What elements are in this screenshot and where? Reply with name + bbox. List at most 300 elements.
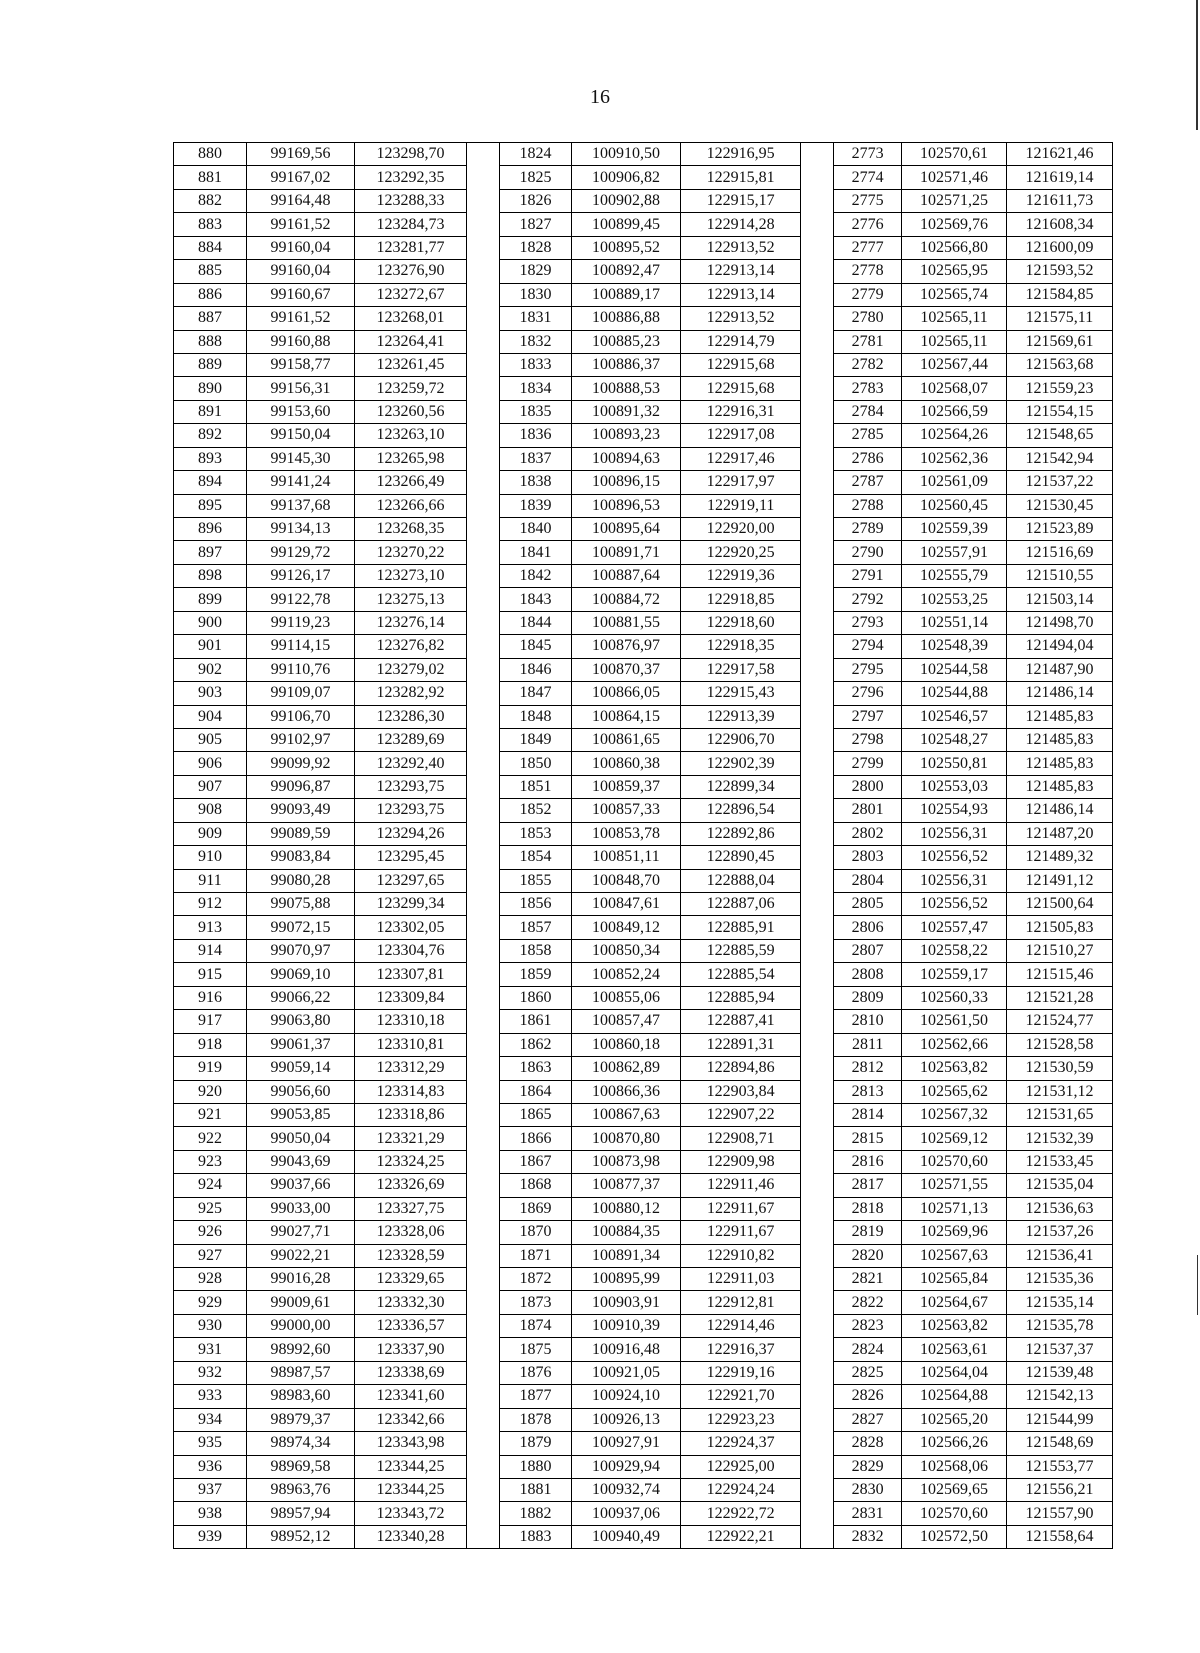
y-coordinate-cell: 121521,28 — [1007, 986, 1113, 1009]
y-coordinate-cell: 122915,68 — [681, 353, 801, 376]
y-coordinate-cell: 121536,63 — [1007, 1197, 1113, 1220]
point-number-cell: 891 — [174, 400, 247, 423]
y-coordinate-cell: 122919,36 — [681, 564, 801, 587]
y-coordinate-cell: 121548,65 — [1007, 424, 1113, 447]
column-separator — [467, 1268, 500, 1291]
column-separator — [467, 1033, 500, 1056]
table-row — [174, 1010, 1113, 1033]
y-coordinate-cell: 121530,45 — [1007, 494, 1113, 517]
point-number-cell: 2783 — [834, 377, 902, 400]
x-coordinate-cell: 98969,58 — [247, 1455, 355, 1478]
x-coordinate-cell: 100847,61 — [571, 893, 680, 916]
y-coordinate-cell: 122917,08 — [681, 424, 801, 447]
x-coordinate-cell: 102564,04 — [902, 1361, 1007, 1384]
y-coordinate-cell: 122890,45 — [681, 846, 801, 869]
point-number-cell: 2784 — [834, 400, 902, 423]
column-separator — [801, 1432, 834, 1455]
x-coordinate-cell: 102568,06 — [902, 1455, 1007, 1478]
x-coordinate-cell: 102569,12 — [902, 1127, 1007, 1150]
x-coordinate-cell: 98992,60 — [247, 1338, 355, 1361]
x-coordinate-cell: 99156,31 — [247, 377, 355, 400]
coordinates-table — [173, 142, 1113, 1549]
table-row — [174, 1432, 1113, 1455]
table-row — [174, 799, 1113, 822]
point-number-cell: 892 — [174, 424, 247, 447]
y-coordinate-cell: 123266,66 — [355, 494, 467, 517]
column-separator — [801, 447, 834, 470]
y-coordinate-cell: 122899,34 — [681, 775, 801, 798]
point-number-cell: 2785 — [834, 424, 902, 447]
y-coordinate-cell: 121523,89 — [1007, 518, 1113, 541]
point-number-cell: 917 — [174, 1010, 247, 1033]
column-separator — [801, 1502, 834, 1525]
y-coordinate-cell: 123284,73 — [355, 213, 467, 236]
point-number-cell: 2788 — [834, 494, 902, 517]
x-coordinate-cell: 100876,97 — [571, 635, 680, 658]
y-coordinate-cell: 122913,14 — [681, 283, 801, 306]
y-coordinate-cell: 122916,31 — [681, 400, 801, 423]
point-number-cell: 2795 — [834, 658, 902, 681]
table-row — [174, 1502, 1113, 1525]
column-separator — [801, 189, 834, 212]
y-coordinate-cell: 121505,83 — [1007, 916, 1113, 939]
y-coordinate-cell: 122891,31 — [681, 1033, 801, 1056]
point-number-cell: 2832 — [834, 1525, 902, 1548]
column-separator — [467, 939, 500, 962]
table-row — [174, 963, 1113, 986]
y-coordinate-cell: 121584,85 — [1007, 283, 1113, 306]
y-coordinate-cell: 123312,29 — [355, 1057, 467, 1080]
x-coordinate-cell: 99070,97 — [247, 939, 355, 962]
y-coordinate-cell: 121486,14 — [1007, 799, 1113, 822]
x-coordinate-cell: 100937,06 — [571, 1502, 680, 1525]
point-number-cell: 2779 — [834, 283, 902, 306]
column-separator — [801, 1408, 834, 1431]
table-row — [174, 869, 1113, 892]
column-separator — [801, 893, 834, 916]
x-coordinate-cell: 99089,59 — [247, 822, 355, 845]
x-coordinate-cell: 102560,33 — [902, 986, 1007, 1009]
point-number-cell: 903 — [174, 682, 247, 705]
point-number-cell: 924 — [174, 1174, 247, 1197]
column-separator — [801, 400, 834, 423]
column-separator — [467, 1502, 500, 1525]
point-number-cell: 2831 — [834, 1502, 902, 1525]
column-separator — [467, 564, 500, 587]
y-coordinate-cell: 122917,97 — [681, 471, 801, 494]
y-coordinate-cell: 122888,04 — [681, 869, 801, 892]
x-coordinate-cell: 102550,81 — [902, 752, 1007, 775]
x-coordinate-cell: 102562,36 — [902, 447, 1007, 470]
point-number-cell: 2796 — [834, 682, 902, 705]
y-coordinate-cell: 123265,98 — [355, 447, 467, 470]
column-separator — [801, 1150, 834, 1173]
y-coordinate-cell: 121485,83 — [1007, 705, 1113, 728]
table-row — [174, 1455, 1113, 1478]
point-number-cell: 932 — [174, 1361, 247, 1384]
point-number-cell: 1829 — [500, 260, 572, 283]
point-number-cell: 2830 — [834, 1478, 902, 1501]
y-coordinate-cell: 121575,11 — [1007, 307, 1113, 330]
x-coordinate-cell: 98963,76 — [247, 1478, 355, 1501]
point-number-cell: 887 — [174, 307, 247, 330]
x-coordinate-cell: 102571,46 — [902, 166, 1007, 189]
x-coordinate-cell: 99137,68 — [247, 494, 355, 517]
y-coordinate-cell: 123340,28 — [355, 1525, 467, 1548]
point-number-cell: 911 — [174, 869, 247, 892]
point-number-cell: 2828 — [834, 1432, 902, 1455]
table-row — [174, 1127, 1113, 1150]
x-coordinate-cell: 102572,50 — [902, 1525, 1007, 1548]
point-number-cell: 916 — [174, 986, 247, 1009]
point-number-cell: 1849 — [500, 728, 572, 751]
y-coordinate-cell: 123297,65 — [355, 869, 467, 892]
column-separator — [801, 635, 834, 658]
column-separator — [801, 541, 834, 564]
x-coordinate-cell: 102566,59 — [902, 400, 1007, 423]
point-number-cell: 931 — [174, 1338, 247, 1361]
y-coordinate-cell: 121535,14 — [1007, 1291, 1113, 1314]
column-separator — [467, 1057, 500, 1080]
y-coordinate-cell: 122912,81 — [681, 1291, 801, 1314]
point-number-cell: 889 — [174, 353, 247, 376]
x-coordinate-cell: 102567,32 — [902, 1103, 1007, 1126]
y-coordinate-cell: 122913,14 — [681, 260, 801, 283]
x-coordinate-cell: 100873,98 — [571, 1150, 680, 1173]
column-separator — [467, 705, 500, 728]
table-row — [174, 400, 1113, 423]
point-number-cell: 2777 — [834, 236, 902, 259]
x-coordinate-cell: 102544,58 — [902, 658, 1007, 681]
column-separator — [801, 1221, 834, 1244]
x-coordinate-cell: 99164,48 — [247, 189, 355, 212]
y-coordinate-cell: 121563,68 — [1007, 353, 1113, 376]
x-coordinate-cell: 102553,03 — [902, 775, 1007, 798]
x-coordinate-cell: 100860,18 — [571, 1033, 680, 1056]
y-coordinate-cell: 121542,94 — [1007, 447, 1113, 470]
table-row — [174, 682, 1113, 705]
table-row — [174, 143, 1113, 166]
x-coordinate-cell: 100884,35 — [571, 1221, 680, 1244]
column-separator — [467, 1361, 500, 1384]
table-row — [174, 986, 1113, 1009]
y-coordinate-cell: 121542,13 — [1007, 1385, 1113, 1408]
column-separator — [801, 822, 834, 845]
y-coordinate-cell: 123292,40 — [355, 752, 467, 775]
table-row — [174, 588, 1113, 611]
y-coordinate-cell: 123342,66 — [355, 1408, 467, 1431]
x-coordinate-cell: 100902,88 — [571, 189, 680, 212]
x-coordinate-cell: 100855,06 — [571, 986, 680, 1009]
column-separator — [801, 986, 834, 1009]
point-number-cell: 1847 — [500, 682, 572, 705]
point-number-cell: 1844 — [500, 611, 572, 634]
x-coordinate-cell: 99153,60 — [247, 400, 355, 423]
x-coordinate-cell: 99016,28 — [247, 1268, 355, 1291]
column-separator — [801, 1361, 834, 1384]
y-coordinate-cell: 123321,29 — [355, 1127, 467, 1150]
point-number-cell: 2814 — [834, 1103, 902, 1126]
x-coordinate-cell: 102571,13 — [902, 1197, 1007, 1220]
column-separator — [467, 1291, 500, 1314]
x-coordinate-cell: 102563,61 — [902, 1338, 1007, 1361]
point-number-cell: 2794 — [834, 635, 902, 658]
x-coordinate-cell: 102544,88 — [902, 682, 1007, 705]
x-coordinate-cell: 102571,25 — [902, 189, 1007, 212]
y-coordinate-cell: 123276,14 — [355, 611, 467, 634]
column-separator — [801, 1455, 834, 1478]
x-coordinate-cell: 99075,88 — [247, 893, 355, 916]
x-coordinate-cell: 102566,26 — [902, 1432, 1007, 1455]
x-coordinate-cell: 100857,47 — [571, 1010, 680, 1033]
x-coordinate-cell: 99109,07 — [247, 682, 355, 705]
x-coordinate-cell: 102546,57 — [902, 705, 1007, 728]
y-coordinate-cell: 122906,70 — [681, 728, 801, 751]
x-coordinate-cell: 99061,37 — [247, 1033, 355, 1056]
x-coordinate-cell: 99110,76 — [247, 658, 355, 681]
x-coordinate-cell: 102556,31 — [902, 869, 1007, 892]
y-coordinate-cell: 122916,37 — [681, 1338, 801, 1361]
column-separator — [801, 1338, 834, 1361]
column-separator — [801, 330, 834, 353]
column-separator — [801, 236, 834, 259]
point-number-cell: 908 — [174, 799, 247, 822]
point-number-cell: 2821 — [834, 1268, 902, 1291]
column-separator — [467, 1150, 500, 1173]
x-coordinate-cell: 102570,60 — [902, 1502, 1007, 1525]
column-separator — [467, 1455, 500, 1478]
point-number-cell: 1875 — [500, 1338, 572, 1361]
point-number-cell: 935 — [174, 1432, 247, 1455]
x-coordinate-cell: 102564,67 — [902, 1291, 1007, 1314]
point-number-cell: 2815 — [834, 1127, 902, 1150]
point-number-cell: 1865 — [500, 1103, 572, 1126]
x-coordinate-cell: 102567,63 — [902, 1244, 1007, 1267]
column-separator — [467, 869, 500, 892]
y-coordinate-cell: 122885,91 — [681, 916, 801, 939]
x-coordinate-cell: 102566,80 — [902, 236, 1007, 259]
y-coordinate-cell: 122925,00 — [681, 1455, 801, 1478]
y-coordinate-cell: 122918,35 — [681, 635, 801, 658]
x-coordinate-cell: 100887,64 — [571, 564, 680, 587]
y-coordinate-cell: 122919,16 — [681, 1361, 801, 1384]
table-row — [174, 1244, 1113, 1267]
y-coordinate-cell: 122917,46 — [681, 447, 801, 470]
column-separator — [801, 377, 834, 400]
table-row — [174, 893, 1113, 916]
point-number-cell: 2775 — [834, 189, 902, 212]
x-coordinate-cell: 102567,44 — [902, 353, 1007, 376]
point-number-cell: 921 — [174, 1103, 247, 1126]
y-coordinate-cell: 123288,33 — [355, 189, 467, 212]
column-separator — [467, 611, 500, 634]
x-coordinate-cell: 102561,50 — [902, 1010, 1007, 1033]
x-coordinate-cell: 102564,88 — [902, 1385, 1007, 1408]
point-number-cell: 2793 — [834, 611, 902, 634]
y-coordinate-cell: 121533,45 — [1007, 1150, 1113, 1173]
point-number-cell: 1869 — [500, 1197, 572, 1220]
x-coordinate-cell: 100906,82 — [571, 166, 680, 189]
x-coordinate-cell: 99099,92 — [247, 752, 355, 775]
x-coordinate-cell: 99129,72 — [247, 541, 355, 564]
column-separator — [467, 307, 500, 330]
y-coordinate-cell: 121611,73 — [1007, 189, 1113, 212]
point-number-cell: 1834 — [500, 377, 572, 400]
column-separator — [801, 1291, 834, 1314]
y-coordinate-cell: 122918,85 — [681, 588, 801, 611]
x-coordinate-cell: 99160,88 — [247, 330, 355, 353]
point-number-cell: 1876 — [500, 1361, 572, 1384]
point-number-cell: 2829 — [834, 1455, 902, 1478]
x-coordinate-cell: 100853,78 — [571, 822, 680, 845]
column-separator — [801, 1010, 834, 1033]
x-coordinate-cell: 99080,28 — [247, 869, 355, 892]
point-number-cell: 2809 — [834, 986, 902, 1009]
y-coordinate-cell: 121485,83 — [1007, 775, 1113, 798]
y-coordinate-cell: 123304,76 — [355, 939, 467, 962]
x-coordinate-cell: 100910,39 — [571, 1314, 680, 1337]
table-row — [174, 1221, 1113, 1244]
point-number-cell: 2817 — [834, 1174, 902, 1197]
y-coordinate-cell: 123332,30 — [355, 1291, 467, 1314]
point-number-cell: 1862 — [500, 1033, 572, 1056]
column-separator — [801, 705, 834, 728]
y-coordinate-cell: 122913,39 — [681, 705, 801, 728]
y-coordinate-cell: 123261,45 — [355, 353, 467, 376]
point-number-cell: 1825 — [500, 166, 572, 189]
y-coordinate-cell: 123328,59 — [355, 1244, 467, 1267]
point-number-cell: 933 — [174, 1385, 247, 1408]
point-number-cell: 886 — [174, 283, 247, 306]
table-row — [174, 1525, 1113, 1548]
y-coordinate-cell: 122915,17 — [681, 189, 801, 212]
x-coordinate-cell: 99059,14 — [247, 1057, 355, 1080]
point-number-cell: 2827 — [834, 1408, 902, 1431]
point-number-cell: 1873 — [500, 1291, 572, 1314]
x-coordinate-cell: 100881,55 — [571, 611, 680, 634]
x-coordinate-cell: 100880,12 — [571, 1197, 680, 1220]
y-coordinate-cell: 122885,94 — [681, 986, 801, 1009]
y-coordinate-cell: 121556,21 — [1007, 1478, 1113, 1501]
column-separator — [467, 1080, 500, 1103]
point-number-cell: 1841 — [500, 541, 572, 564]
x-coordinate-cell: 100877,37 — [571, 1174, 680, 1197]
point-number-cell: 1833 — [500, 353, 572, 376]
x-coordinate-cell: 102556,52 — [902, 846, 1007, 869]
y-coordinate-cell: 122915,43 — [681, 682, 801, 705]
column-separator — [801, 1197, 834, 1220]
point-number-cell: 897 — [174, 541, 247, 564]
column-separator — [467, 822, 500, 845]
y-coordinate-cell: 123268,35 — [355, 518, 467, 541]
y-coordinate-cell: 122907,22 — [681, 1103, 801, 1126]
y-coordinate-cell: 121608,34 — [1007, 213, 1113, 236]
x-coordinate-cell: 100891,32 — [571, 400, 680, 423]
y-coordinate-cell: 122911,67 — [681, 1221, 801, 1244]
y-coordinate-cell: 123298,70 — [355, 143, 467, 166]
column-separator — [467, 1338, 500, 1361]
column-separator — [467, 986, 500, 1009]
point-number-cell: 1860 — [500, 986, 572, 1009]
column-separator — [467, 353, 500, 376]
y-coordinate-cell: 123326,69 — [355, 1174, 467, 1197]
column-separator — [467, 588, 500, 611]
point-number-cell: 1871 — [500, 1244, 572, 1267]
x-coordinate-cell: 102565,95 — [902, 260, 1007, 283]
column-separator — [467, 330, 500, 353]
table-row — [174, 447, 1113, 470]
y-coordinate-cell: 121487,90 — [1007, 658, 1113, 681]
y-coordinate-cell: 122910,82 — [681, 1244, 801, 1267]
point-number-cell: 881 — [174, 166, 247, 189]
point-number-cell: 910 — [174, 846, 247, 869]
y-coordinate-cell: 122913,52 — [681, 236, 801, 259]
y-coordinate-cell: 123328,06 — [355, 1221, 467, 1244]
y-coordinate-cell: 122887,06 — [681, 893, 801, 916]
x-coordinate-cell: 102554,93 — [902, 799, 1007, 822]
point-number-cell: 2792 — [834, 588, 902, 611]
x-coordinate-cell: 102555,79 — [902, 564, 1007, 587]
x-coordinate-cell: 100921,05 — [571, 1361, 680, 1384]
x-coordinate-cell: 99119,23 — [247, 611, 355, 634]
column-separator — [801, 1174, 834, 1197]
x-coordinate-cell: 102564,26 — [902, 424, 1007, 447]
table-row — [174, 330, 1113, 353]
column-separator — [801, 846, 834, 869]
column-separator — [467, 494, 500, 517]
column-separator — [801, 963, 834, 986]
point-number-cell: 2803 — [834, 846, 902, 869]
y-coordinate-cell: 123343,72 — [355, 1502, 467, 1525]
column-separator — [801, 869, 834, 892]
x-coordinate-cell: 100888,53 — [571, 377, 680, 400]
y-coordinate-cell: 121535,04 — [1007, 1174, 1113, 1197]
column-separator — [801, 1033, 834, 1056]
x-coordinate-cell: 99150,04 — [247, 424, 355, 447]
point-number-cell: 914 — [174, 939, 247, 962]
column-separator — [801, 752, 834, 775]
point-number-cell: 883 — [174, 213, 247, 236]
point-number-cell: 1868 — [500, 1174, 572, 1197]
column-separator — [467, 541, 500, 564]
point-number-cell: 1846 — [500, 658, 572, 681]
y-coordinate-cell: 121494,04 — [1007, 635, 1113, 658]
column-separator — [467, 471, 500, 494]
y-coordinate-cell: 123270,22 — [355, 541, 467, 564]
y-coordinate-cell: 122915,68 — [681, 377, 801, 400]
x-coordinate-cell: 99069,10 — [247, 963, 355, 986]
y-coordinate-cell: 121530,59 — [1007, 1057, 1113, 1080]
point-number-cell: 1837 — [500, 447, 572, 470]
y-coordinate-cell: 123273,10 — [355, 564, 467, 587]
x-coordinate-cell: 100850,34 — [571, 939, 680, 962]
x-coordinate-cell: 99072,15 — [247, 916, 355, 939]
point-number-cell: 1864 — [500, 1080, 572, 1103]
y-coordinate-cell: 123279,02 — [355, 658, 467, 681]
y-coordinate-cell: 121486,14 — [1007, 682, 1113, 705]
x-coordinate-cell: 100892,47 — [571, 260, 680, 283]
column-separator — [801, 143, 834, 166]
column-separator — [467, 377, 500, 400]
x-coordinate-cell: 102565,11 — [902, 330, 1007, 353]
y-coordinate-cell: 123264,41 — [355, 330, 467, 353]
column-separator — [801, 799, 834, 822]
x-coordinate-cell: 100889,17 — [571, 283, 680, 306]
x-coordinate-cell: 100895,99 — [571, 1268, 680, 1291]
x-coordinate-cell: 100910,50 — [571, 143, 680, 166]
x-coordinate-cell: 99145,30 — [247, 447, 355, 470]
point-number-cell: 884 — [174, 236, 247, 259]
